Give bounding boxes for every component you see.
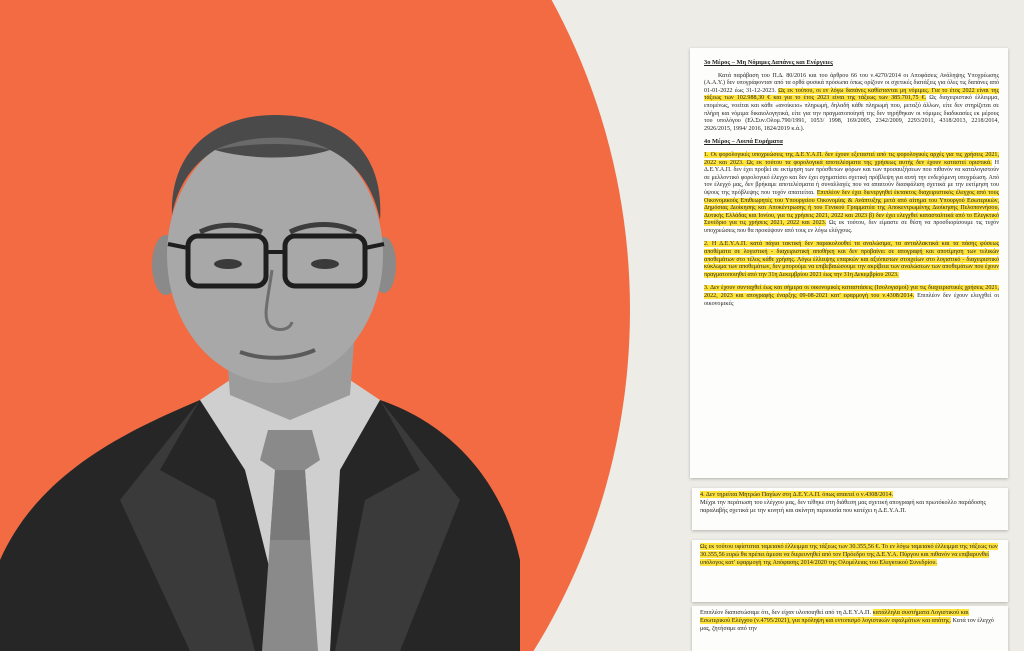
section-4-title: 4ο Μέρος – Λοιπά Ευρήματα [704, 138, 783, 146]
section-3-title: 3ο Μέρος – Μη Νόμιμες Δαπάνες και Ενέργειες [704, 59, 833, 66]
report-snippet-cash-deficit [692, 540, 1008, 602]
finding-1 [704, 152, 999, 236]
finding-2 [704, 241, 999, 279]
finding-1-highlight-a: 1. Οι φορολογικές υποχρεώσεις της Δ.Ε.Υ.Α.Π. δεν έχουν εξεταστεί από τις φορολογικές αρχές για τις χρήσεις 2021, 2022 και 2023. Ως εκ τούτου τα φορολογικά αποτελέσματα της χρήσεως αυτής δεν έχουν καταστεί οριστικά. [704, 151, 999, 166]
finding-3-text: Επιπλέον δεν έχουν ελεγχθεί οι οικονομικές [704, 293, 999, 307]
finding-1-text-a: Η Δ.Ε.Υ.Α.Π. δεν έχει προβεί σε εκτίμηση των πρόσθετων φόρων και των προσαυξήσεων που πιθανόν να καταλογιστούν σε μελλοντικό φορολογικό έλεγχο και δεν έχει σχηματίσει σχετική πρόβλεψη για αυτή την ενδεχόμενη υποχρέωση. Από τον έλεγχό μας, δεν βρήκαμε αποτελέσματα ή συναλλαγές που να απαιτούν διασφάλιση σχετικά με την εκτίμηση του ύψους της πρόβλεψης που τυχόν απαιτείται. [704, 159, 999, 196]
finding-3 [704, 285, 999, 308]
snippet-2-highlight: Ως εκ τούτου υφίσταται ταμειακό έλλειμμα της τάξεως των 30.355,56 €. Το εν λόγω ταμειακό έλλειμμα της τάξεως των 30.355,56 ευρώ θα πρέπει άμεσα να διερευνηθεί από τον Πρόεδρο της Δ.Ε.Υ.Α. Πύργου και πιθανόν να επιβαρυνθεί υπόλογος κατ' εφαρμογή της Απόφασης 2014/2020 της Ολομέλειας του Ελεγκτικού Συνεδρίου. [700, 543, 998, 566]
snippet-3-highlight: κατάλληλα συστήματα Λογιστικού και Εσωτερικού Ελέγχου (ν.4795/2021), για πρόληψη και εντοπισμό λογιστικών σφαλμάτων και απάτης. [700, 609, 969, 624]
section-3-paragraph [704, 73, 999, 134]
snippet-1-highlight: 4. Δεν τηρείται Μητρώο Παγίων στη Δ.Ε.Υ.Α.Π. όπως απαιτεί ο ν.4308/2014. [700, 491, 894, 498]
finding-3-highlight: 3. Δεν έχουν συνταχθεί έως και σήμερα οι οικονομικές καταστάσεις (Ισολογισμοί) για τις διαχειριστικές χρήσεις 2021, 2022, 2023 και απογραφής έναρξης 09-08-2021 κατ' εφαρμογή του ν.4308/2014. [704, 285, 999, 300]
finding-1-text-b: Ως εκ τούτου, δεν είμαστε σε θέση να προσδιορίσουμε τις τυχόν υποχρεώσεις που θα προκύψουν από τους εν λόγω ελέγχους. [704, 220, 999, 234]
section-3-text-b: Ως διαχειριστικό έλλειμμα, επομένως, νοείται και κάθε «ανοίκειο» πληρωμή, δηλαδή κάθε πληρωμή που, μεταξύ άλλων, είτε δεν στηρίζεται σε πλήρη και νόμιμα δικαιολογητικά, είτε για την πραγματοποίησή της δεν τηρήθηκαν οι νόμιμες διαδικασίες εκ μέρους του υπολόγου (Ελ.Συν.Ολομ.790/1991, 1053/ 1998, 169/2005, 2342/2009, 2293/2011, 4318/2013, 2218/2014, 2926/2015, 1994/ 2016, 1824/2019 κ.ά.). [704, 95, 999, 132]
finding-1-highlight-b: Επιπλέον δεν έχει διενεργηθεί έκτακτος διαχειριστικός έλεγχος από τους Οικονομικούς Επιθεωρητές του Υπουργείου Οικονομίας & Ανάπτυξης μετά από αίτημα του Υπουργού Εσωτερικών, Δημόσιας Διοίκησης και Αποκέντρωσης ή του Γενικού Γραμματέα της Αποκεντρωμένης Διοίκησης Πελοποννήσου, Δυτικής Ελλάδας και Ιονίου, για τις χρήσεις 2021, 2022 και 2023 β) δεν έχει ελεγχθεί κατασταλτικά από το Ελεγκτικό Συνέδριο για τις χρήσεις 2021, 2022 και 2023. [704, 189, 1000, 227]
audit-report-page [690, 48, 1008, 478]
report-snippet-internal-control [692, 606, 1008, 651]
section-3-highlight: Ως εκ τούτου, οι εν λόγω δαπάνες καθίστανται μη νόμιμες. Για το έτος 2022 είναι της τάξεως των 102.988,30 € και για το έτος 2023 είναι της τάξεως των 385.701,75 €. [704, 87, 1000, 102]
snippet-3-text-a: Επιπλέον διαπιστώσαμε ότι, δεν είχαν υλοποιηθεί από τη Δ.Ε.Υ.Α.Π. [700, 609, 872, 616]
report-snippet-fixed-assets [692, 488, 1008, 530]
snippet-3-text-b: Κατά τον έλεγχό μας, ζητήσαμε από την [700, 616, 994, 632]
section-3-text-a: Κατά παράβαση του Π.Δ. 80/2016 και του άρθρου 66 του ν.4270/2014 οι Αποφάσεις Ανάληψης Υποχρέωσης (Α.Α.Υ.) δεν υπογράφονταν από τα ορθά φυσικά πρόσωπα όπως ορίζουν οι σχετικές διατάξεις για όλες τις δαπάνες από 01-01-2022 έως 31-12-2023. [704, 72, 999, 94]
finding-2-highlight: 2. Η Δ.Ε.Υ.Α.Π. κατά πάγια τακτική δεν παρακολουθεί τα αναλώσιμα, τα ανταλλακτικά και τα πάσης φύσεως αποθέματα σε λογιστική - διαχειριστική αποθήκη και δεν προβαίνει σε απογραφή και αποτίμηση των τελικών αποθεμάτων στο τέλος κάθε χρήσης. Λόγω έλλειψης επαρκών και αξιόπιστων στοιχείων στο λογιστικό - διαχειριστικό κύκλωμα των αποθεμάτων, δεν μπορούμε να επιβεβαιώσουμε την ακρίβεια των αναλώσεων των αποθεμάτων που έχουν πραγματοποιηθεί από την 31η Δεκεμβρίου 2021 έως την 31η Δεκεμβρίου 2023. [704, 241, 999, 278]
snippet-1-text: Μέχρι την περάτωση του ελέγχου μας, δεν τέθηκε στη διάθεση μας σχετική απογραφή και πρωτόκολλο παράδοσης παραλαβής σχετικά με την κινητή και ακίνητη περιουσία που κατέχει η Δ.Ε.Υ.Α.Π. [700, 498, 986, 514]
